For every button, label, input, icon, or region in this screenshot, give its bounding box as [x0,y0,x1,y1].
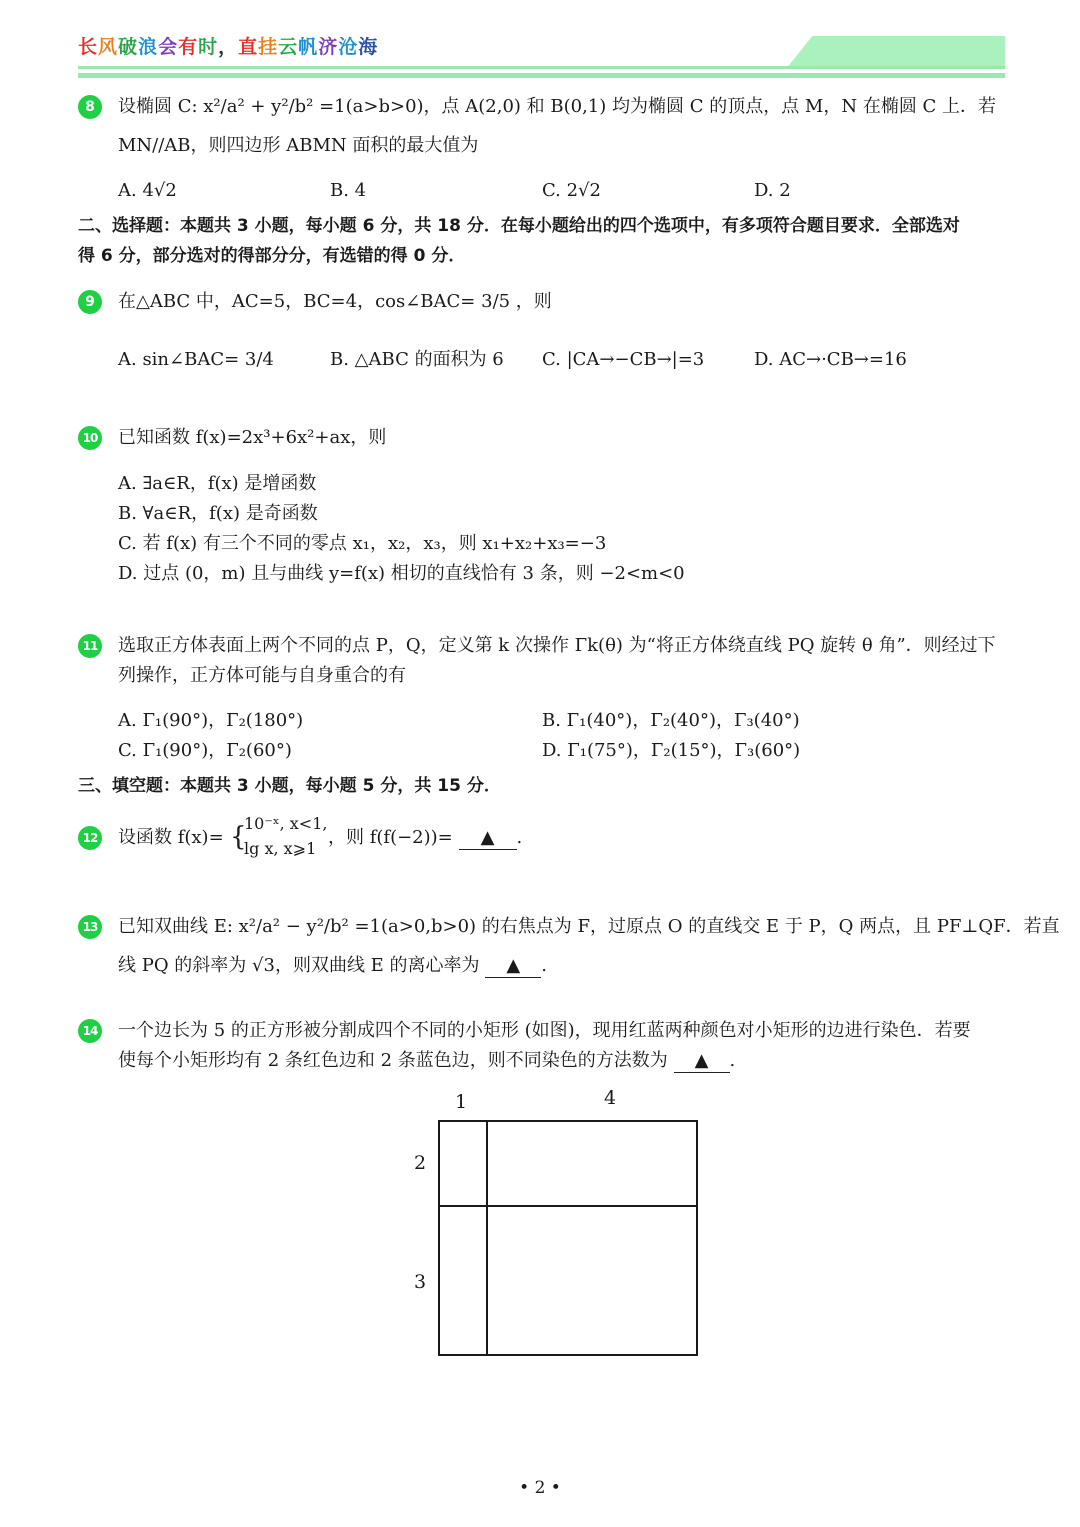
q12-suffix [328,823,522,853]
figure-top-label-1: 1 [455,1091,468,1113]
q13-stem-line1: 已知双曲线 E: x²/a² − y²/b² =1(a>0,b>0) 的右焦点为 F，过原点 O 的直线交 E 于 P，Q 两点，且 PF⊥QF．若直 [118,916,1060,937]
section-2-heading-line2: 得 6 分，部分选对的得部分分，有选错的得 0 分． [78,246,466,266]
q11-option-a: A. Γ₁(90°)，Γ₂(180°) [118,710,304,731]
q10-option-c: C. 若 f(x) 有三个不同的零点 x₁，x₂，x₃，则 x₁+x₂+x₃=−3 [118,533,607,554]
q8-stem-line2: MN//AB，则四边形 ABMN 面积的最大值为 [118,135,479,156]
question-number-11: 11 [78,634,102,658]
question-number-12: 12 [78,826,102,850]
q14-stem-line2 [118,1046,735,1076]
q8-option-b: B. 4 [330,180,367,201]
q12-prefix: 设函数 f(x)= [118,827,224,848]
q14-stem-line1: 一个边长为 5 的正方形被分割成四个不同的小矩形 (如图)，现用红蓝两种颜色对小矩形的边进行染色．若要 [118,1020,971,1041]
figure-outer-square [439,1121,697,1355]
q11-option-c: C. Γ₁(90°)，Γ₂(60°) [118,740,292,761]
section-3-heading: 三、填空题：本题共 3 小题，每小题 5 分，共 15 分． [78,776,501,796]
question-number-8: 8 [78,95,102,119]
q13-stem-line2-text: 线 PQ 的斜率为 √3，则双曲线 E 的离心率为 [118,955,480,976]
q14-end: . [729,1050,736,1071]
question-number-13: 13 [78,915,102,939]
q13-end: . [541,955,548,976]
q12-case-1: 10⁻ˣ, x<1, [244,814,328,833]
page-number: • 2 • [519,1478,561,1498]
header-motto: 长风破浪会有时，直挂云帆济沧海 [78,36,379,58]
figure-side-label-3: 3 [414,1271,427,1293]
q8-option-c: C. 2√2 [542,180,601,201]
q9-option-d: D. AC→·CB→=16 [754,349,907,370]
q8-stem-line1: 设椭圆 C: x²/a² + y²/b² =1(a>b>0)，点 A(2,0) 和 B(0,1) 均为椭圆 C 的顶点，点 M，N 在椭圆 C 上．若 [118,96,997,117]
q12-answer-blank: ▲ [459,827,517,850]
q10-option-a: A. ∃a∈R，f(x) 是增函数 [118,473,317,494]
q12-end: . [516,827,523,848]
q14-stem-line2-text: 使每个小矩形均有 2 条红色边和 2 条蓝色边，则不同染色的方法数为 [118,1050,668,1071]
q12-brace: { [230,822,247,852]
section-2-heading-line1: 二、选择题：本题共 3 小题，每小题 6 分，共 18 分．在每小题给出的四个选项中，有多项符合题目要求．全部选对 [78,216,960,236]
q11-stem-line1: 选取正方体表面上两个不同的点 P，Q，定义第 k 次操作 Γk(θ) 为“将正方体绕直线 PQ 旋转 θ 角”．则经过下 [118,635,996,656]
question-number-9: 9 [78,290,102,314]
q10-option-d: D. 过点 (0，m) 且与曲线 y=f(x) 相切的直线恰有 3 条，则 −2<m<0 [118,563,685,584]
q11-option-d: D. Γ₁(75°)，Γ₂(15°)，Γ₃(60°) [542,740,801,761]
q11-option-b: B. Γ₁(40°)，Γ₂(40°)，Γ₃(40°) [542,710,800,731]
q12-suffix-text: ，则 f(f(−2))= [328,827,453,848]
q9-stem: 在△ABC 中，AC=5，BC=4，cos∠BAC= 3/5 ，则 [118,291,552,312]
q9-option-c: C. |CA→−CB→|=3 [542,349,705,370]
header-rule-bottom [78,73,1005,78]
q13-answer-blank: ▲ [485,955,541,978]
q14-square-figure [400,1080,720,1370]
q14-answer-blank: ▲ [674,1050,730,1073]
q9-option-b: B. △ABC 的面积为 6 [330,349,504,370]
q13-stem-line2 [118,951,547,981]
question-number-14: 14 [78,1019,102,1043]
q10-stem: 已知函数 f(x)=2x³+6x²+ax，则 [118,427,387,448]
question-number-10: 10 [78,426,102,450]
q12-case-2: lg x, x⩾1 [244,839,317,858]
q8-option-d: D. 2 [754,180,791,201]
q11-stem-line2: 列操作，正方体可能与自身重合的有 [118,665,406,686]
q8-option-a: A. 4√2 [118,180,177,201]
figure-top-label-4: 4 [604,1087,617,1109]
header-rule-top [78,66,1005,69]
figure-side-label-2: 2 [414,1152,427,1174]
q9-option-a: A. sin∠BAC= 3/4 [118,349,274,370]
header-decoration-tab [786,36,1005,69]
q10-option-b: B. ∀a∈R，f(x) 是奇函数 [118,503,318,524]
